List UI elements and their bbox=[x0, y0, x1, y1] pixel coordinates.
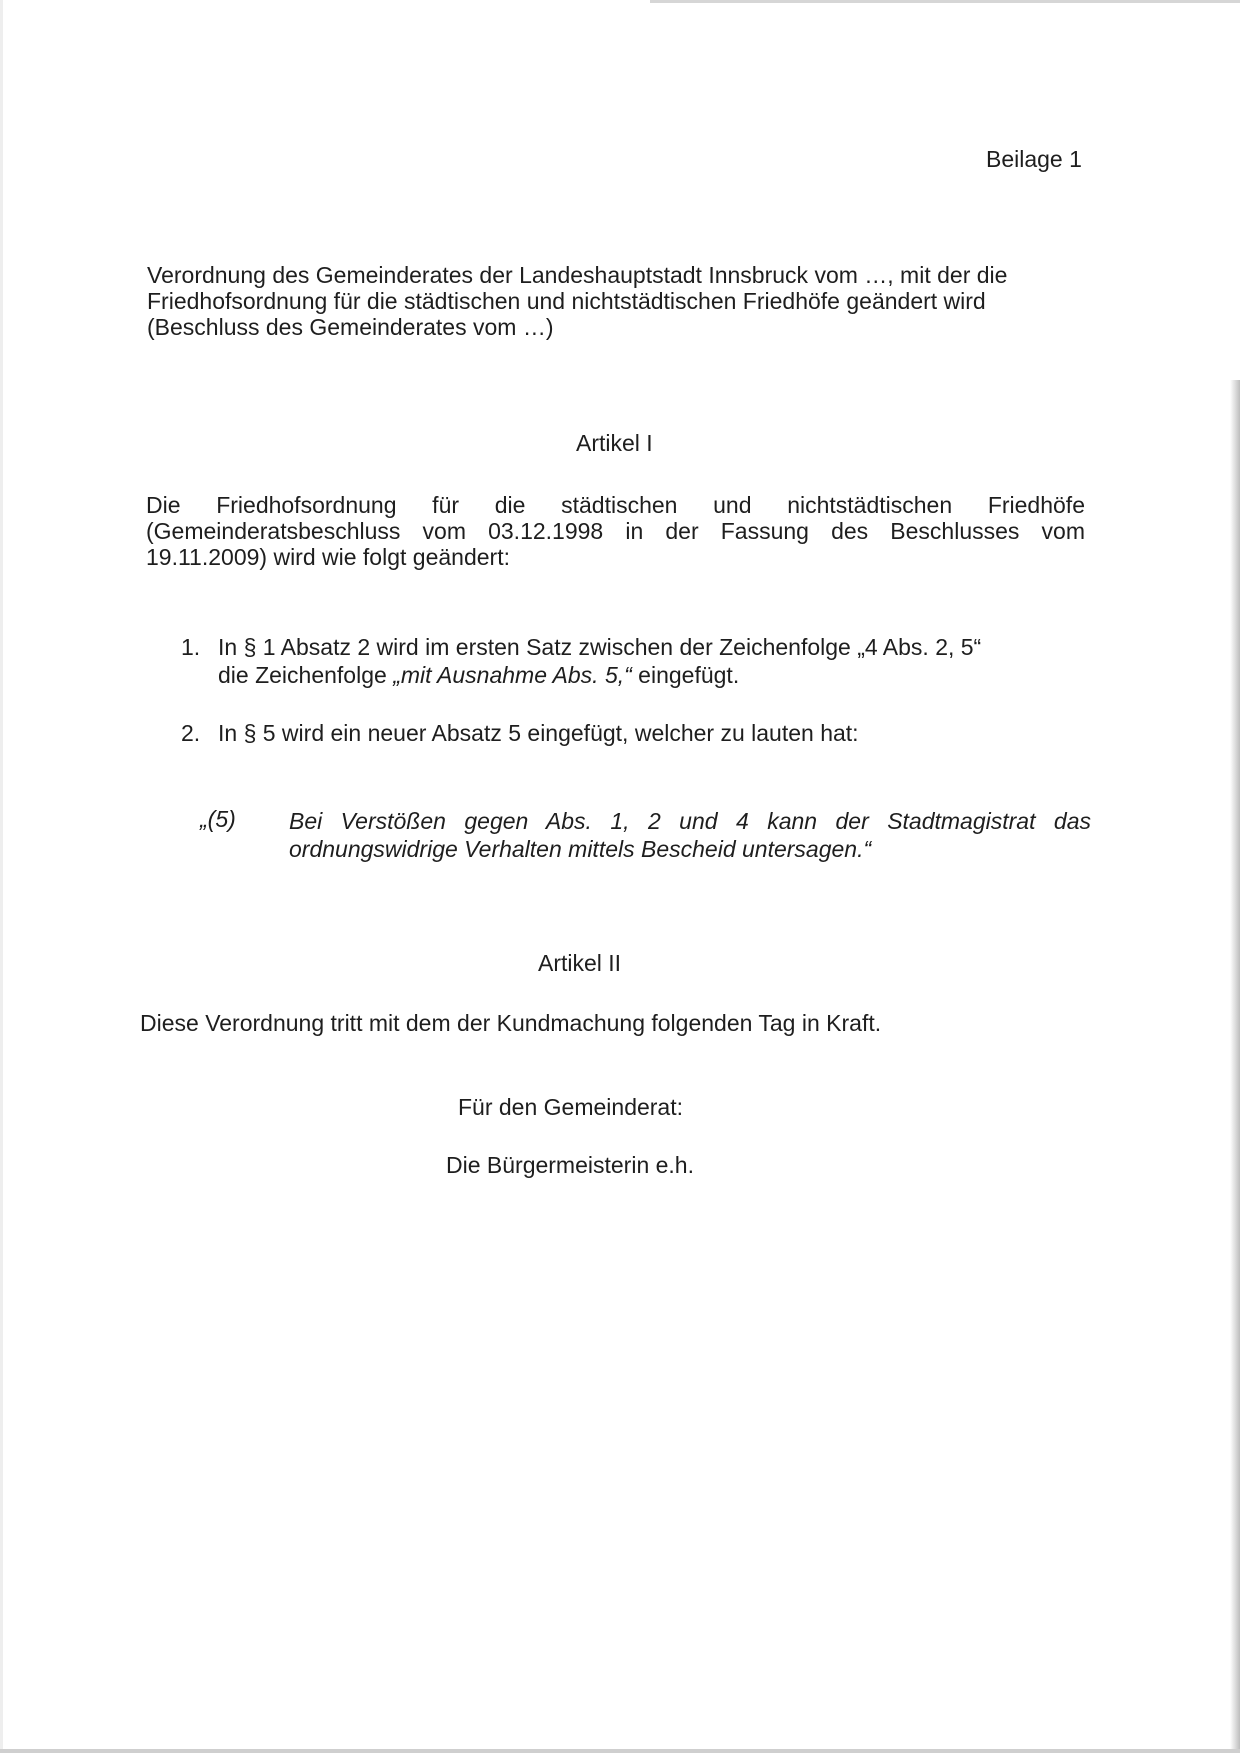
item-line-2-prefix: die Zeichenfolge bbox=[218, 662, 394, 688]
item-number: 2. bbox=[181, 720, 201, 746]
quote-line-2: ordnungswidrige Verhalten mittels Bescheid untersagen.“ bbox=[289, 836, 872, 862]
scan-edge-bottom bbox=[0, 1749, 1240, 1753]
title-line-1: Verordnung des Gemeinderates der Landeshauptstadt Innsbruck vom …, mit der die bbox=[147, 262, 1008, 288]
quote-line-1: Bei Verstößen gegen Abs. 1, 2 und 4 kann der Stadtmagistrat das bbox=[289, 808, 1091, 834]
item-line-2-italic: „mit Ausnahme Abs. 5,“ bbox=[393, 662, 632, 688]
article-2-heading: Artikel II bbox=[538, 950, 622, 976]
scan-edge-left bbox=[0, 0, 3, 1753]
scan-edge-right bbox=[1230, 380, 1240, 1753]
attachment-label: Beilage 1 bbox=[986, 146, 1082, 172]
item-number: 1. bbox=[181, 634, 201, 660]
article-1-heading: Artikel I bbox=[576, 430, 653, 456]
intro-line-1: Die Friedhofsordnung für die städtischen und nichtstädtischen Friedhöfe bbox=[146, 492, 1085, 518]
intro-line-2: (Gemeinderatsbeschluss vom 03.12.1998 in der Fassung des Beschlusses vom bbox=[146, 518, 1085, 544]
quote-label: „(5) bbox=[200, 806, 236, 832]
intro-line-3: 19.11.2009) wird wie folgt geändert: bbox=[146, 544, 510, 570]
signature-for-council: Für den Gemeinderat: bbox=[458, 1094, 684, 1120]
article-2-text: Diese Verordnung tritt mit dem der Kundmachung folgenden Tag in Kraft. bbox=[140, 1010, 882, 1036]
item-line-2-suffix: eingefügt. bbox=[631, 662, 740, 688]
title-line-2: Friedhofsordnung für die städtischen und nichtstädtischen Friedhöfe geändert wird bbox=[147, 288, 986, 314]
title-line-3: (Beschluss des Gemeinderates vom …) bbox=[147, 314, 554, 340]
item-line-1: In § 5 wird ein neuer Absatz 5 eingefügt, welcher zu lauten hat: bbox=[218, 720, 859, 746]
scan-edge-top bbox=[650, 0, 1240, 3]
signature-mayor: Die Bürgermeisterin e.h. bbox=[446, 1152, 694, 1178]
item-line-2 bbox=[218, 662, 739, 689]
item-line-1: In § 1 Absatz 2 wird im ersten Satz zwischen der Zeichenfolge „4 Abs. 2, 5“ bbox=[218, 634, 982, 660]
